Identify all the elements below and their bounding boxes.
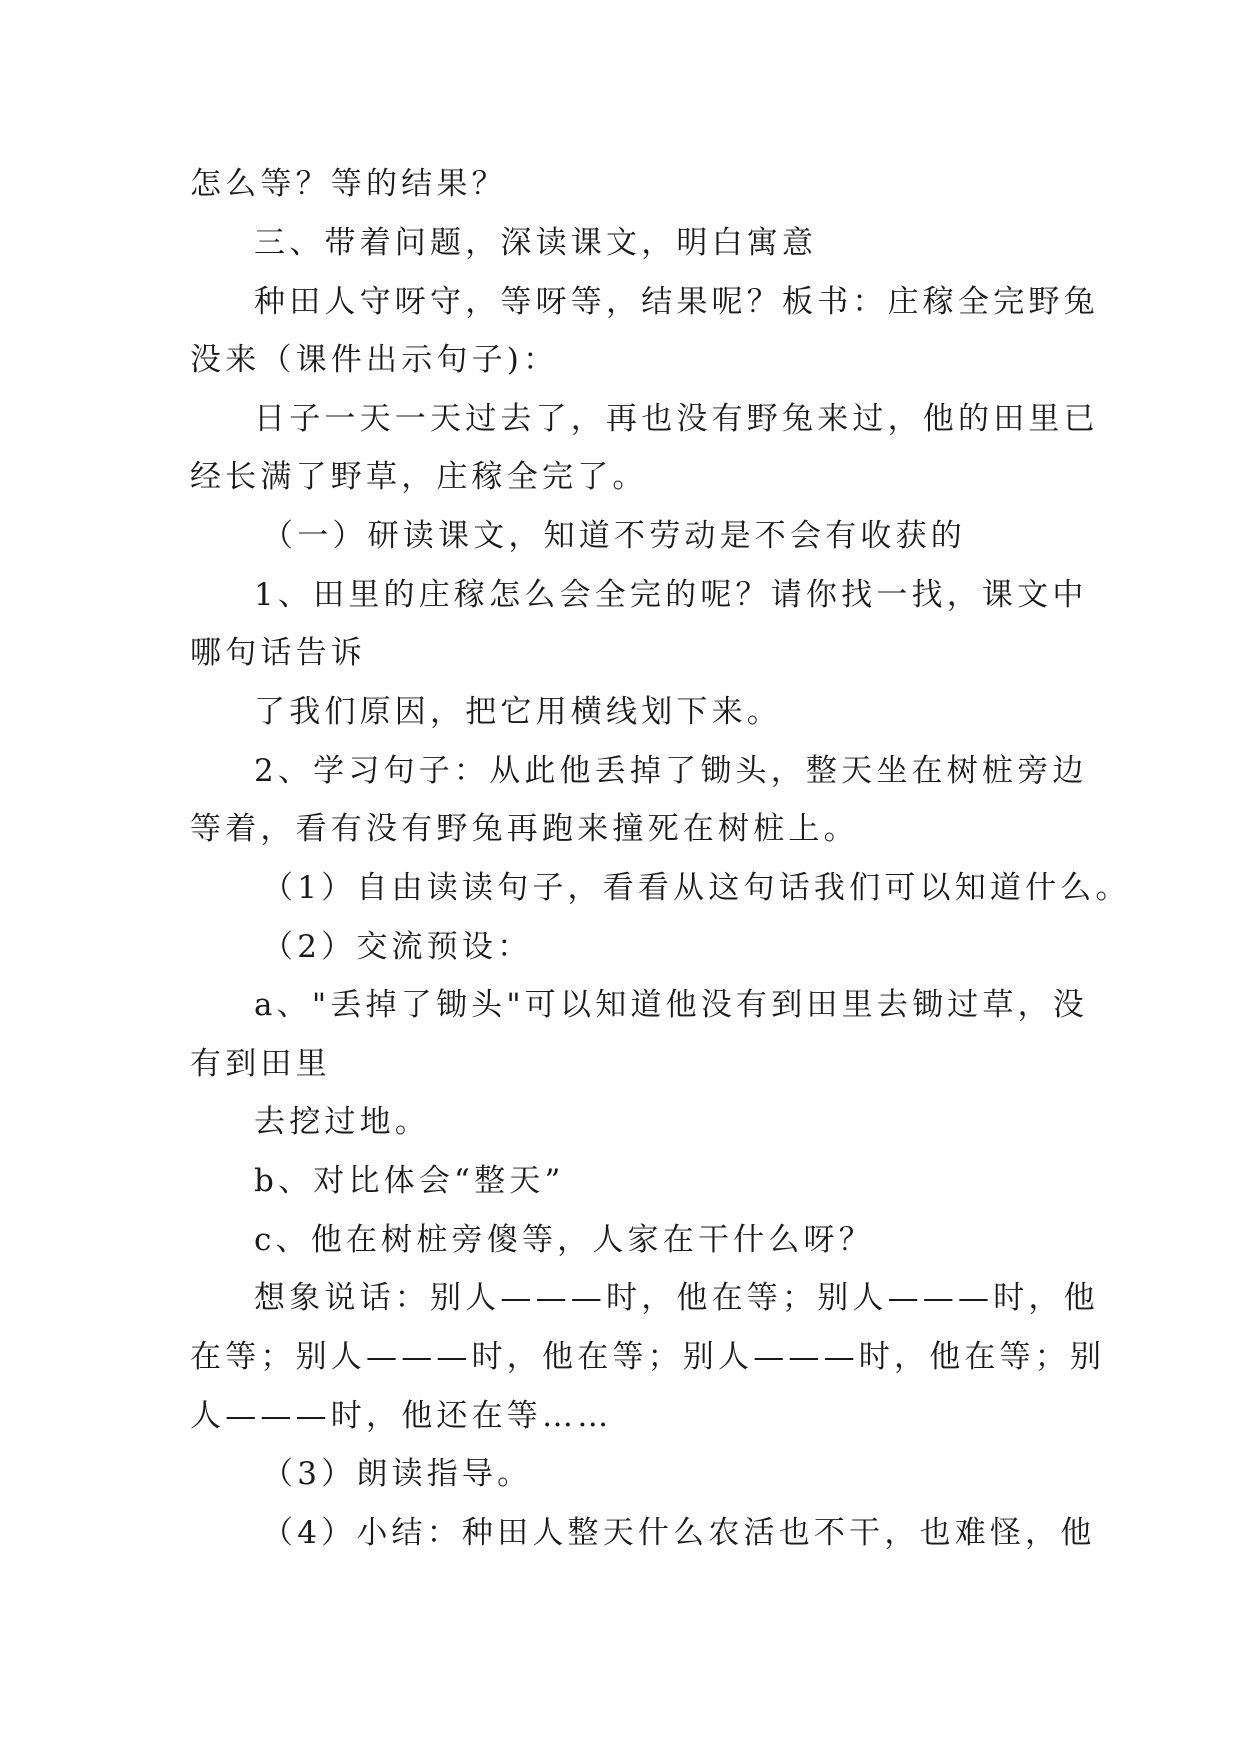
text-line-5: 日子一天一天过去了，再也没有野兔来过，他的田里已	[254, 401, 1099, 437]
text-line-11: 2、学习句子：从此他丢掉了锄头，整天坐在树桩旁边	[254, 753, 1088, 789]
text-line-19: c、他在树桩旁傻等，人家在干什么呀？	[254, 1222, 874, 1258]
text-line-14: （2）交流预设：	[262, 929, 533, 965]
text-line-18: b、对比体会“整天”	[254, 1163, 565, 1199]
text-line-10: 了我们原因，把它用横线划下来。	[254, 694, 782, 730]
text-line-21: 在等；别人———时，他在等；别人———时，他在等；别	[190, 1339, 1106, 1375]
text-line-17: 去挖过地。	[254, 1104, 430, 1140]
text-line-8: 1、田里的庄稼怎么会全完的呢？请你找一找，课文中	[254, 577, 1088, 613]
text-line-4: 没来（课件出示句子)：	[190, 342, 559, 378]
subsection-heading-1: （一）研读课文，知道不劳动是不会有收获的	[262, 518, 966, 554]
text-line-22: 人———时，他还在等……	[190, 1398, 613, 1434]
text-line-13: （1）自由读读句子，看看从这句话我们可以知道什么。	[262, 870, 1131, 906]
text-line-1: 怎么等？等的结果？	[190, 166, 507, 202]
section-heading-3: 三、带着问题，深读课文，明白寓意	[254, 225, 818, 261]
text-line-20: 想象说话：别人———时，他在等；别人———时，他	[254, 1280, 1099, 1316]
text-line-12: 等着，看有没有野兔再跑来撞死在树桩上。	[190, 811, 859, 847]
text-line-6: 经长满了野草，庄稼全完了。	[190, 459, 648, 495]
text-line-15: a、"丢掉了锄头"可以知道他没有到田里去锄过草，没	[254, 987, 1088, 1023]
text-line-16: 有到田里	[190, 1046, 331, 1082]
text-line-24: （4）小结：种田人整天什么农活也不干，也难怪，他	[262, 1515, 1096, 1551]
text-line-9: 哪句话告诉	[190, 635, 366, 671]
text-line-3: 种田人守呀守，等呀等，结果呢？板书：庄稼全完野兔	[254, 284, 1099, 320]
text-line-23: （3）朗读指导。	[262, 1456, 533, 1492]
